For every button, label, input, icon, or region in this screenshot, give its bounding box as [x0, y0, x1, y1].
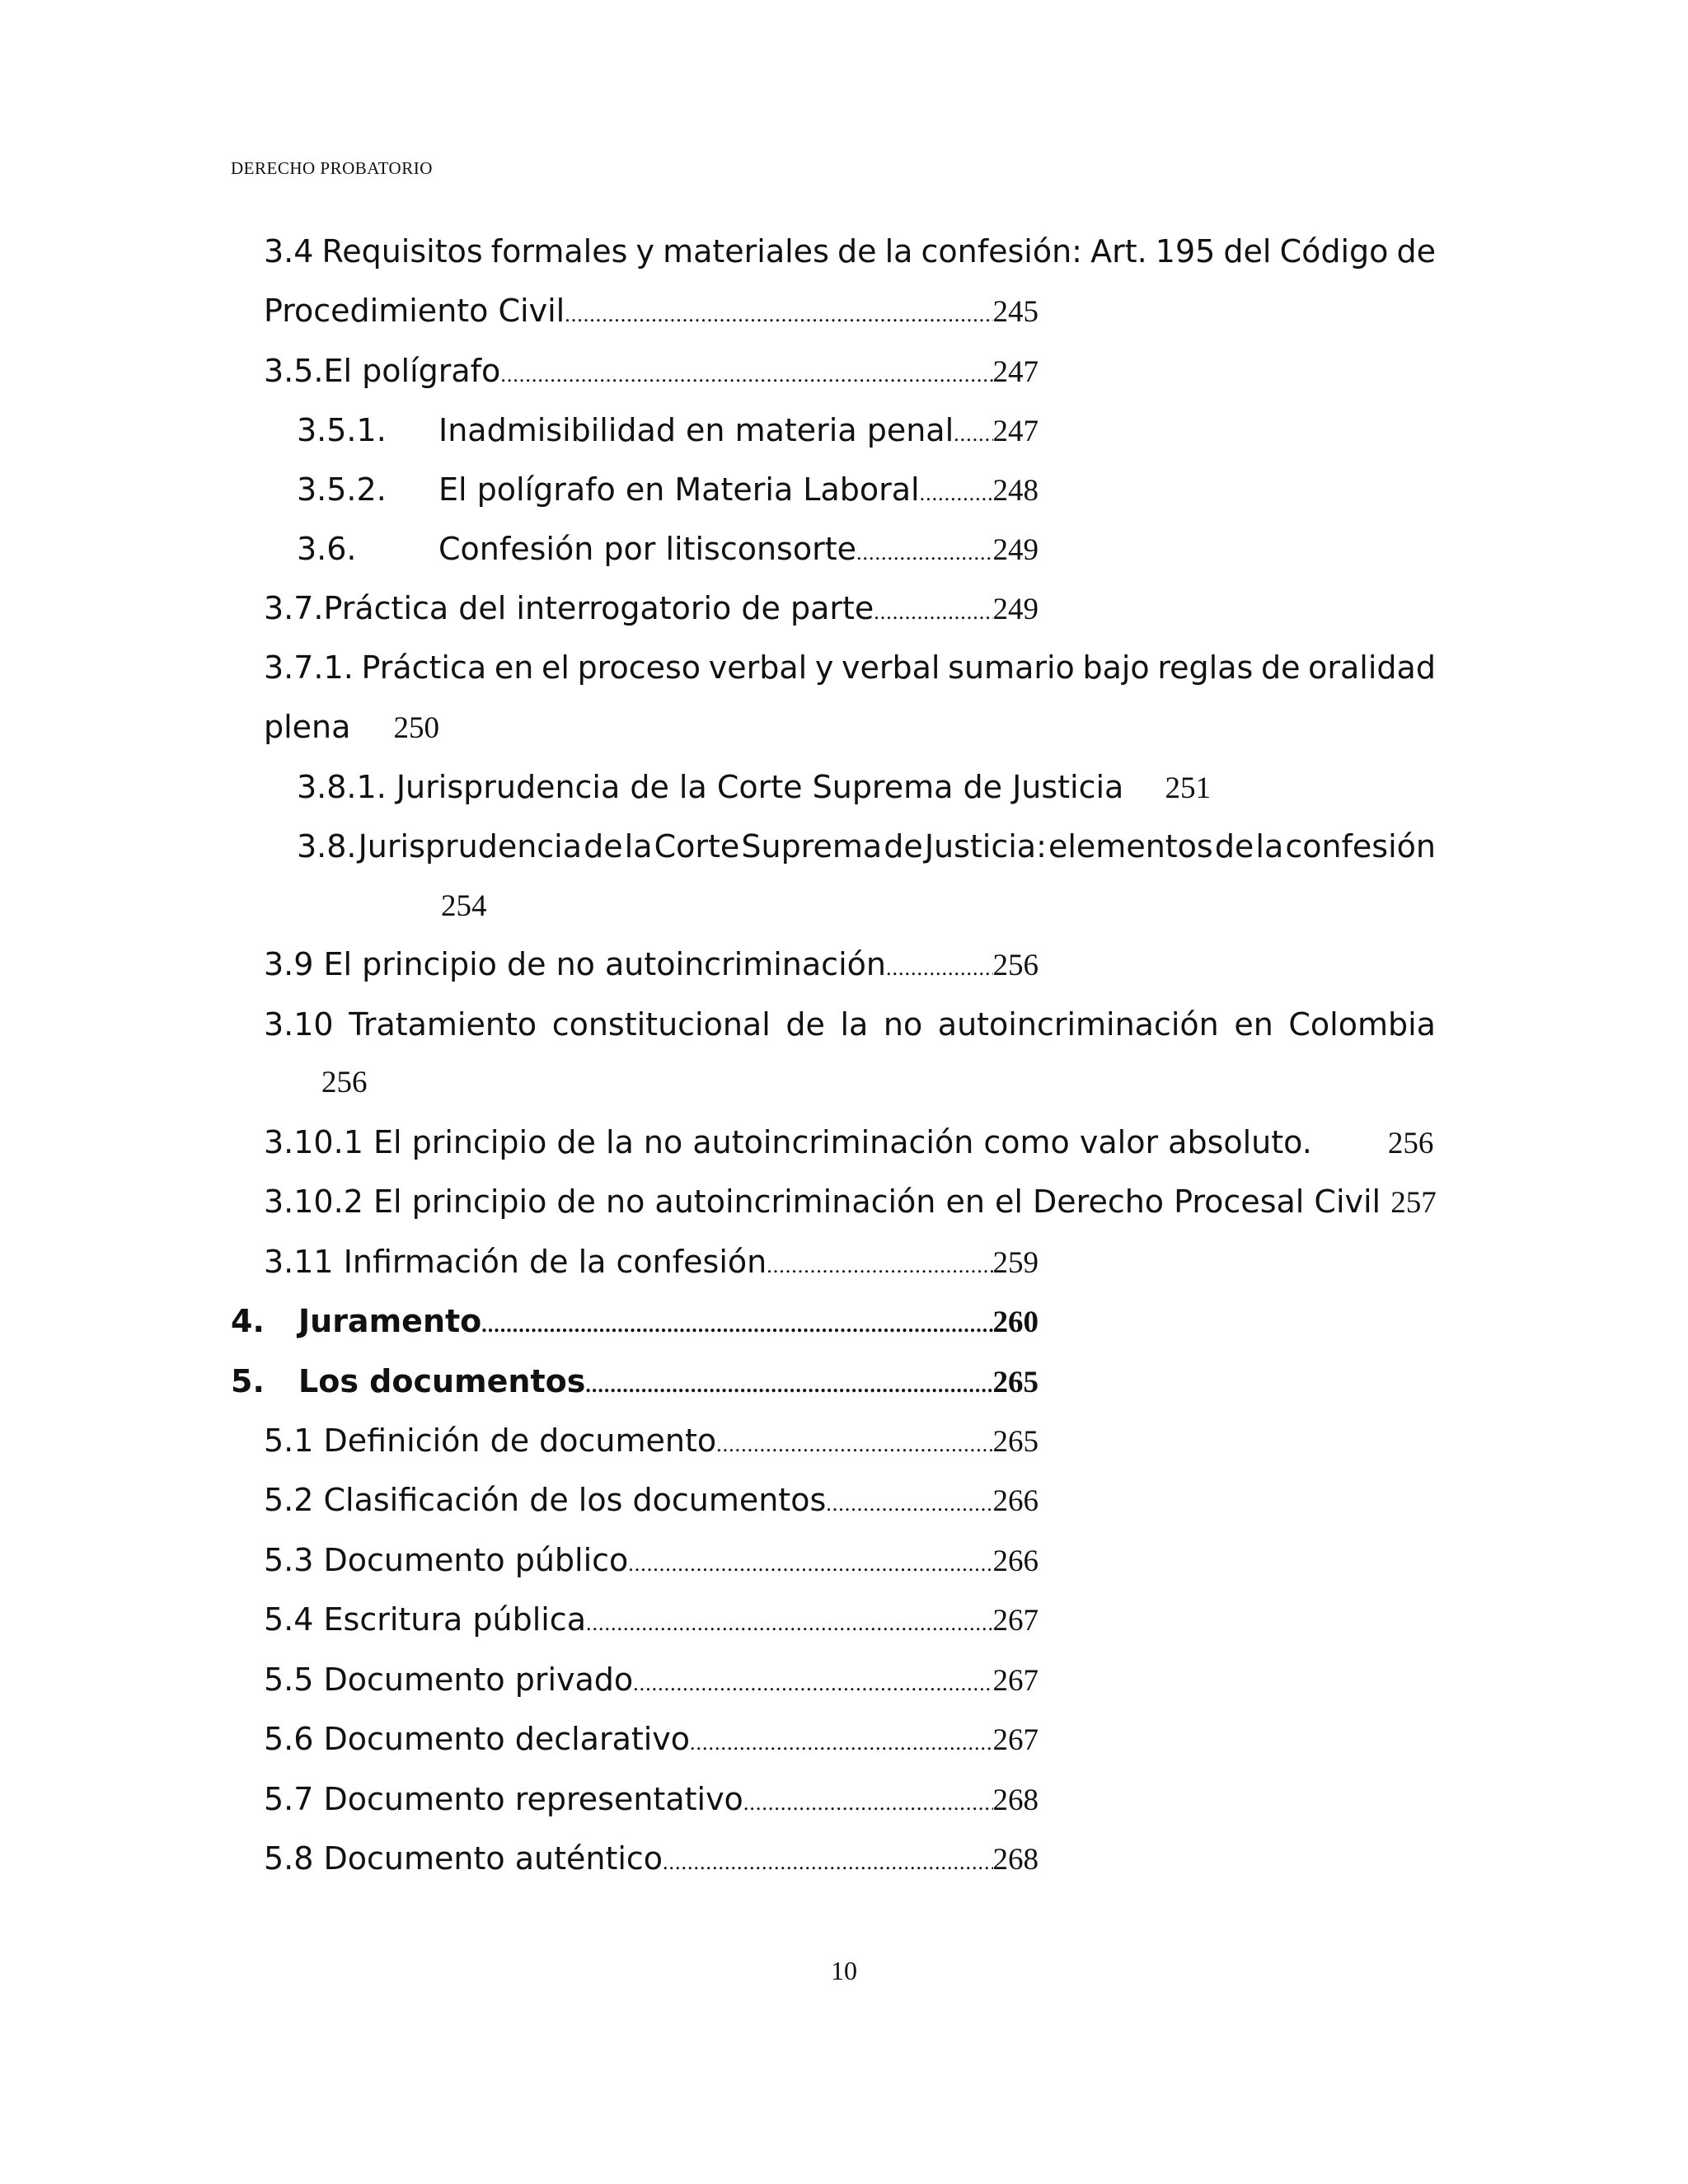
word: autoincriminación [937, 1006, 1219, 1043]
word: en [494, 649, 534, 686]
dot-leader [826, 1492, 992, 1516]
word: Requisitos [321, 233, 483, 269]
toc-entry-3-7 [264, 590, 1039, 627]
toc-label: 5.3 Documento público [264, 1542, 629, 1578]
toc-entry-3-8-line1 [297, 828, 1436, 865]
toc-label: Confesión por litisconsorte [438, 531, 857, 567]
word: Art. [1090, 233, 1147, 269]
word: Código [1279, 233, 1389, 269]
toc-label: 3.8.1. Jurisprudencia de la Corte Suprema de Justicia [297, 769, 1124, 805]
toc-label: Los documentos [298, 1363, 586, 1399]
word: 3.7.1. [264, 649, 354, 686]
toc-page-number: 251 [1165, 771, 1211, 805]
toc-label: 3.5.El polígrafo [264, 353, 501, 389]
toc-entry-3-7-1-line2 [264, 709, 439, 746]
toc-page-number: 268 [992, 1783, 1039, 1817]
toc-entry-3-6 [297, 531, 1039, 568]
dot-leader [585, 1373, 992, 1398]
word: oralidad [1308, 649, 1436, 686]
toc-page-number: 265 [992, 1425, 1039, 1459]
word: la [884, 233, 913, 269]
toc-label: Procedimiento Civil [264, 293, 565, 329]
word: de [1396, 233, 1436, 269]
dot-leader [663, 1850, 992, 1875]
word: Tratamiento [349, 1006, 537, 1043]
dot-leader [954, 422, 992, 447]
word: verbal [708, 649, 808, 686]
toc-entry-3-10-line2 [321, 1063, 368, 1100]
word: 3.8. [297, 828, 357, 865]
word: no [883, 1006, 923, 1043]
toc-label: 5.7 Documento representativo [264, 1781, 743, 1817]
toc-number: 3.5.2. [297, 471, 387, 508]
word: proceso [577, 649, 701, 686]
toc-label: 5.4 Escritura pública [264, 1601, 586, 1638]
toc-entry-3-5-2 [297, 471, 1039, 509]
toc-page-number: 256 [321, 1066, 368, 1099]
word: de [785, 1006, 825, 1043]
dot-leader [767, 1254, 992, 1278]
word: del [1223, 233, 1272, 269]
word: en [1234, 1006, 1273, 1043]
word: 3.4 [264, 233, 314, 269]
toc-page-number: 267 [992, 1604, 1039, 1638]
running-header: DERECHO PROBATORIO [231, 158, 433, 178]
dot-leader [481, 1313, 992, 1338]
word: de [1214, 828, 1254, 865]
word: Justicia: [924, 828, 1047, 865]
word: la [1255, 828, 1284, 865]
toc-label: 5.5 Documento privado [264, 1661, 634, 1698]
toc-label: 3.7.Práctica del interrogatorio de parte [264, 590, 874, 626]
toc-entry-3-7-1-line1 [264, 649, 1436, 686]
word: y [814, 649, 834, 686]
toc-label: 5.6 Documento declarativo [264, 1721, 691, 1757]
toc-page-number: 250 [393, 711, 440, 745]
toc-page-number: 265 [992, 1366, 1039, 1399]
word: Jurisprudencia [358, 828, 583, 865]
dot-leader [565, 302, 992, 327]
toc-number: 4. [231, 1303, 265, 1339]
toc-label: El polígrafo en Materia Laboral [438, 471, 920, 508]
toc-label: 3.11 Infirmación de la confesión [264, 1244, 767, 1280]
toc-page-number: 249 [992, 533, 1039, 567]
word: elementos [1048, 828, 1213, 865]
toc-entry-3-8-line2 [441, 887, 487, 924]
toc-entry-5-5 [264, 1661, 1039, 1699]
toc-entry-5 [231, 1363, 1039, 1400]
word: formales [490, 233, 628, 269]
word: bajo [1082, 649, 1150, 686]
toc-page-number: 257 [1390, 1186, 1437, 1220]
toc-label: Inadmisibilidad en materia penal [438, 412, 954, 448]
toc-page-number: 266 [992, 1484, 1039, 1518]
toc-page-number: 267 [992, 1723, 1039, 1757]
toc-entry-5-6 [264, 1721, 1039, 1758]
toc-label: 3.10.2 El principio de no autoincriminación en el Derecho Procesal Civil [264, 1183, 1381, 1220]
toc-label: 5.8 Documento auténtico [264, 1840, 663, 1877]
dot-leader [716, 1432, 992, 1457]
toc-entry-4 [231, 1303, 1039, 1340]
word: la [624, 828, 653, 865]
toc-page-number: 245 [992, 295, 1039, 329]
toc-number: 3.6. [297, 531, 357, 567]
dot-leader [856, 541, 992, 565]
dot-leader [500, 363, 992, 387]
word: constitucional [551, 1006, 771, 1043]
toc-number: 3.5.1. [297, 412, 387, 448]
dot-leader [586, 1611, 993, 1636]
toc-page-number: 249 [992, 593, 1039, 626]
toc-entry-3-8-1 [297, 769, 1211, 806]
toc-page-number: 247 [992, 415, 1039, 448]
toc-entry-3-10-line1 [264, 1006, 1436, 1043]
toc-number: 5. [231, 1363, 265, 1399]
toc-label: Juramento [298, 1303, 482, 1339]
word: 3.10 [264, 1006, 334, 1043]
toc-page-number: 266 [992, 1544, 1039, 1578]
word: de [884, 828, 923, 865]
toc-entry-5-4 [264, 1601, 1039, 1638]
word: Corte [654, 828, 740, 865]
toc-entry-3-5 [264, 353, 1039, 390]
word: Práctica [361, 649, 487, 686]
toc-label: plena [264, 709, 351, 745]
page-number-footer: 10 [831, 1956, 857, 1985]
toc-entry-5-8 [264, 1840, 1039, 1877]
toc-label: 3.9 El principio de no autoincriminación [264, 946, 886, 982]
dot-leader [633, 1671, 992, 1696]
toc-entry-3-10-2 [264, 1183, 1437, 1221]
dot-leader [886, 956, 993, 981]
word: materiales [663, 233, 829, 269]
dot-leader [628, 1552, 992, 1577]
dot-leader [920, 481, 993, 506]
toc-entry-5-7 [264, 1781, 1039, 1818]
word: confesión [1285, 828, 1436, 865]
word: confesión: [921, 233, 1082, 269]
toc-label: 5.1 Definición de documento [264, 1422, 717, 1459]
word: reglas [1157, 649, 1254, 686]
toc-page-number: 259 [992, 1246, 1039, 1280]
toc-page-number: 260 [992, 1305, 1039, 1339]
toc-page-number: 256 [1387, 1127, 1434, 1160]
dot-leader [743, 1791, 993, 1816]
word: de [1260, 649, 1301, 686]
word: de [837, 233, 877, 269]
toc-page-number: 254 [441, 889, 487, 923]
toc-label: 3.10.1 El principio de la no autoincriminación como valor absoluto. [264, 1124, 1312, 1160]
toc-page-number: 268 [992, 1843, 1039, 1877]
toc-label: 5.2 Clasificación de los documentos [264, 1482, 827, 1518]
word: de [584, 828, 623, 865]
word: verbal [842, 649, 940, 686]
toc-entry-5-2 [264, 1482, 1039, 1519]
toc-entry-3-10-1 [264, 1124, 1433, 1161]
toc-entry-5-3 [264, 1542, 1039, 1579]
toc-entry-3-9 [264, 946, 1039, 983]
dot-leader [874, 600, 992, 625]
toc-entry-5-1 [264, 1422, 1039, 1460]
word: y [635, 233, 654, 269]
toc-entry-3-11 [264, 1244, 1039, 1281]
dot-leader [690, 1731, 992, 1755]
toc-page-number: 267 [992, 1664, 1039, 1698]
word: el [541, 649, 570, 686]
word: Colombia [1288, 1006, 1436, 1043]
toc-page-number: 248 [992, 474, 1039, 508]
word: la [840, 1006, 869, 1043]
toc-entry-3-4-line1 [264, 233, 1436, 269]
word: 195 [1155, 233, 1216, 269]
word: Suprema [741, 828, 883, 865]
toc-entry-3-4-line2 [264, 293, 1039, 330]
toc-page-number: 256 [992, 949, 1039, 982]
toc-entry-3-5-1 [297, 412, 1039, 449]
word: sumario [948, 649, 1075, 686]
toc-page-number: 247 [992, 355, 1039, 389]
